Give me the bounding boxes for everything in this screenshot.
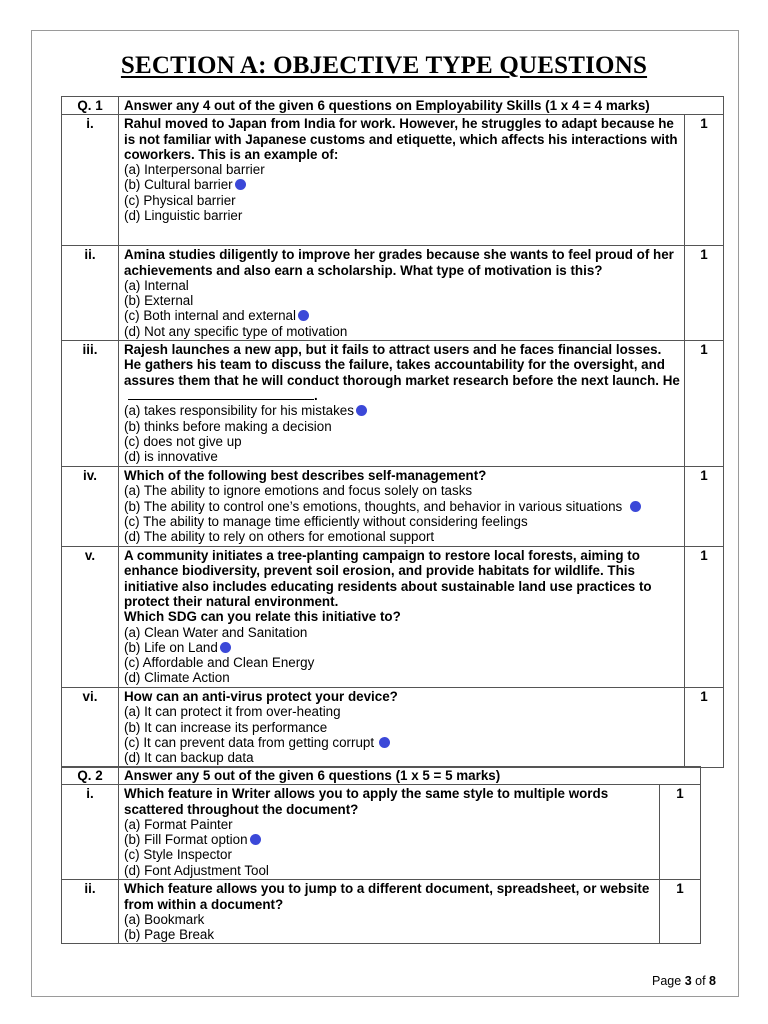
question-row: [62, 246, 724, 341]
marks-cell: 1: [685, 115, 724, 246]
question-body: [119, 115, 685, 246]
item-number: vi.: [62, 688, 119, 768]
option: (c) does not give up: [124, 433, 242, 449]
option: (d) Linguistic barrier: [124, 208, 243, 224]
item-number: iv.: [62, 467, 119, 547]
section-title: SECTION A: OBJECTIVE TYPE QUESTIONS: [120, 52, 648, 79]
question-number: Q. 1: [62, 97, 119, 115]
marks-cell: 1: [660, 880, 701, 944]
answer-marker-dot: [298, 310, 309, 321]
option: (a) Clean Water and Sanitation: [124, 624, 308, 640]
question-row: [62, 341, 724, 467]
option: (b) External: [124, 293, 194, 309]
question-stem: Which of the following best describes self-management?: [124, 468, 487, 484]
option: (a) Format Painter: [124, 816, 233, 832]
question-instruction: Answer any 5 out of the given 6 questions (1 x 5 = 5 marks): [119, 767, 701, 785]
q2-table: [61, 766, 701, 944]
question-row: [62, 467, 724, 547]
marks-cell: 1: [685, 341, 724, 467]
item-number: i.: [62, 115, 119, 246]
question-row: [62, 785, 701, 880]
option: (a) It can protect it from over-heating: [124, 704, 341, 720]
question-body: [119, 688, 685, 768]
question-row: [62, 115, 724, 246]
question-stem: Which feature in Writer allows you to apply the same style to multiple words scattered throughout the document?: [124, 786, 609, 817]
marks-cell: 1: [685, 547, 724, 688]
item-number: i.: [62, 785, 119, 880]
q1-table: [61, 96, 724, 768]
option: (b) Page Break: [124, 927, 215, 943]
answer-marker-dot: [235, 179, 246, 190]
question-stem: How can an anti-virus protect your device?: [124, 689, 398, 705]
option: (c) The ability to manage time efficiently without considering feelings: [124, 513, 528, 529]
option: (c) Physical barrier: [124, 192, 236, 208]
question-body: [119, 547, 685, 688]
question-stem: Rajesh launches a new app, but it fails to attract users and he faces financial losses. He gathers his team to discuss the failure, takes accountability for the oversight, and assures them that he will conduct thorough market research before the next launch. He.: [124, 342, 680, 403]
marks-cell: 1: [660, 785, 701, 880]
option: (c) Both internal and external: [124, 308, 680, 323]
answer-marker-dot: [630, 501, 641, 512]
option: (a) Interpersonal barrier: [124, 162, 265, 178]
option: (d) is innovative: [124, 449, 218, 465]
answer-marker-dot: [220, 642, 231, 653]
question-row: [62, 547, 724, 688]
question-body: [119, 785, 660, 880]
option: (b) Fill Format option: [124, 832, 655, 847]
option: (a) The ability to ignore emotions and focus solely on tasks: [124, 483, 473, 499]
fill-in-blank: [128, 389, 314, 400]
option: (b) thinks before making a decision: [124, 418, 332, 434]
question-stem: A community initiates a tree-planting campaign to restore local forests, aiming to enhance biodiversity, prevent soil erosion, and provide habitats for wildlife. This initiative also includes educating residents about sustainable land use practices to protect their natural environment.: [124, 548, 652, 609]
answer-marker-dot: [250, 834, 261, 845]
option: (c) Affordable and Clean Energy: [124, 655, 315, 671]
item-number: v.: [62, 547, 119, 688]
question-stem: Amina studies diligently to improve her grades because she wants to feel proud of her achievements and also earn a scholarship. What type of motivation is this?: [124, 247, 674, 278]
question-instruction: Answer any 4 out of the given 6 questions on Employability Skills (1 x 4 = 4 marks): [119, 97, 724, 115]
q1-header-row: [62, 97, 724, 115]
answer-marker-dot: [379, 737, 390, 748]
item-number: ii.: [62, 880, 119, 944]
answer-marker-dot: [356, 405, 367, 416]
question-row: [62, 880, 701, 944]
question-stem: Rahul moved to Japan from India for work. However, he struggles to adapt because he is not familiar with Japanese customs and etiquette, which affects his interactions with coworkers. This is an example of:: [124, 116, 678, 162]
page-number: Page 3 of 8: [652, 974, 716, 988]
option: (d) Font Adjustment Tool: [124, 862, 269, 878]
item-number: ii.: [62, 246, 119, 341]
option: (b) The ability to control one’s emotions, thoughts, and behavior in various situations: [124, 499, 680, 514]
option: (b) It can increase its performance: [124, 719, 328, 735]
marks-cell: 1: [685, 688, 724, 768]
option: (a) takes responsibility for his mistakes: [124, 403, 680, 418]
question-body: [119, 880, 660, 944]
option: (c) Style Inspector: [124, 847, 232, 863]
option: (b) Life on Land: [124, 640, 680, 655]
question-body: [119, 341, 685, 467]
option: (d) Climate Action: [124, 670, 230, 686]
marks-cell: 1: [685, 246, 724, 341]
question-number: Q. 2: [62, 767, 119, 785]
option: (d) It can backup data: [124, 750, 254, 766]
q2-header-row: [62, 767, 701, 785]
option: (b) Cultural barrier: [124, 177, 680, 192]
item-number: iii.: [62, 341, 119, 467]
question-row: [62, 688, 724, 768]
question-body: [119, 467, 685, 547]
option: (d) The ability to rely on others for emotional support: [124, 529, 435, 545]
option: (a) Internal: [124, 277, 189, 293]
question-stem: Which feature allows you to jump to a different document, spreadsheet, or website from within a document?: [124, 881, 650, 912]
option: (a) Bookmark: [124, 911, 205, 927]
marks-cell: 1: [685, 467, 724, 547]
option: (d) Not any specific type of motivation: [124, 323, 348, 339]
question-body: [119, 246, 685, 341]
option: (c) It can prevent data from getting corrupt: [124, 735, 680, 750]
question-stem-followup: Which SDG can you relate this initiative to?: [124, 609, 401, 625]
